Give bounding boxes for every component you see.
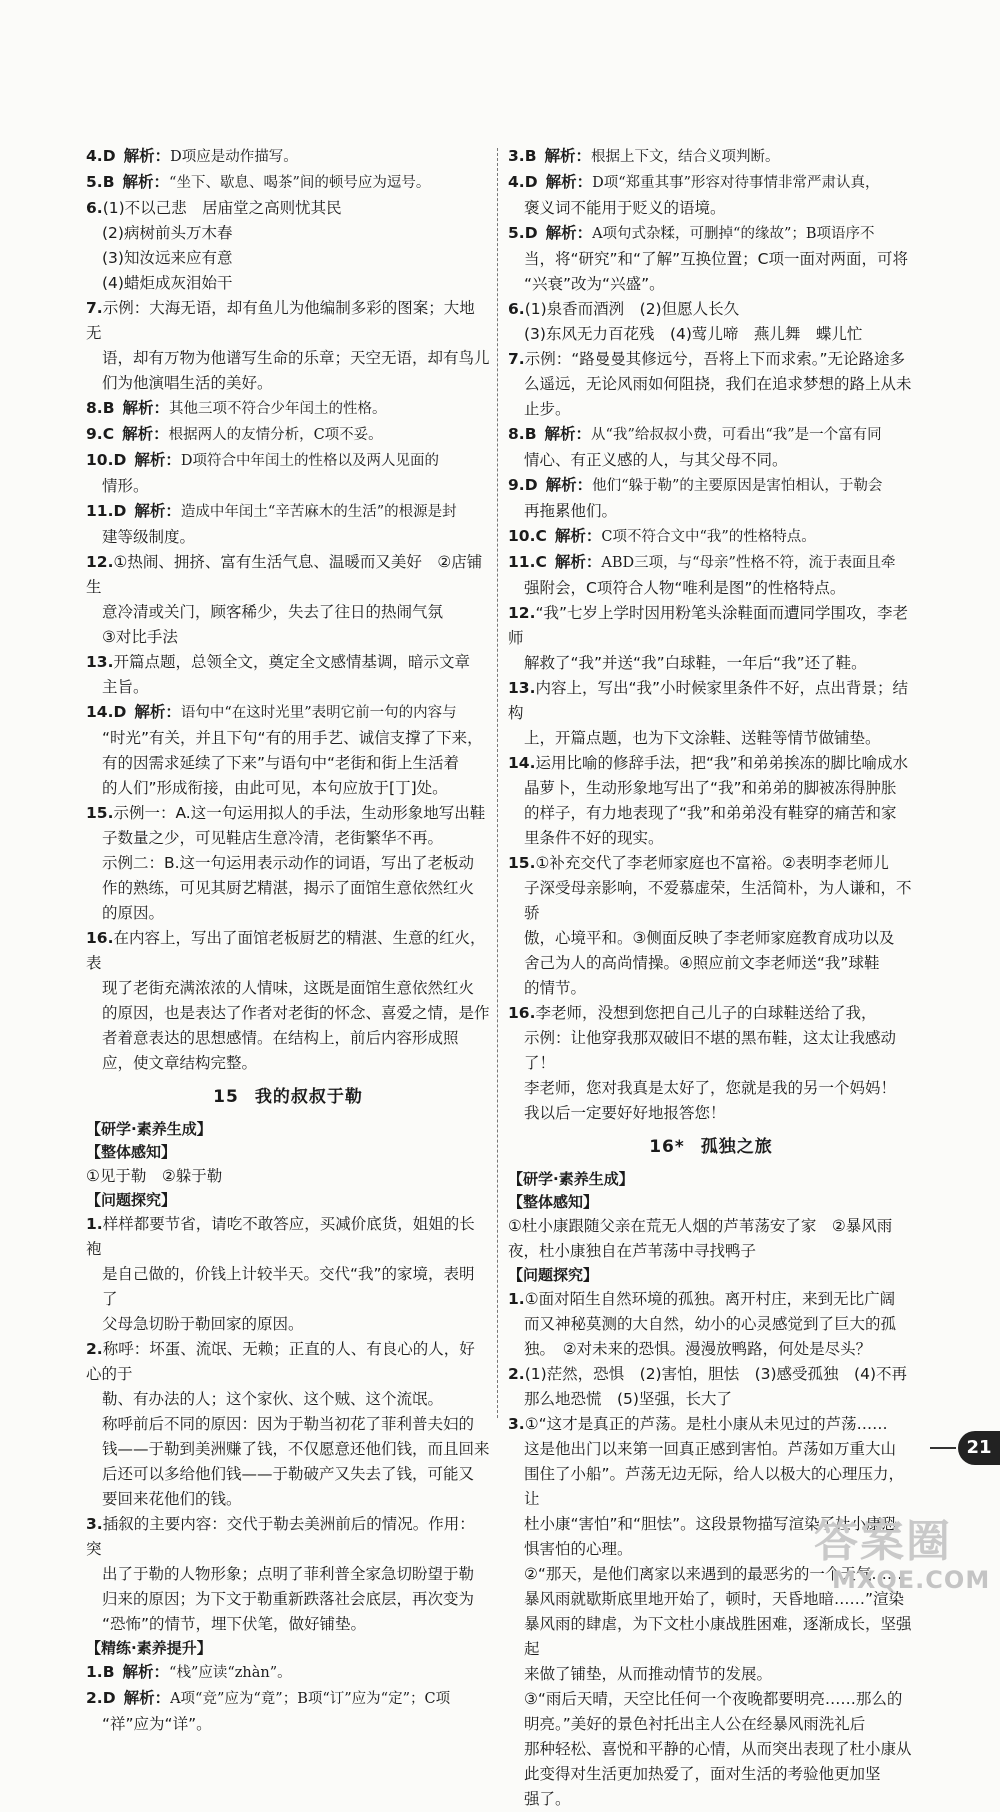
practice-5-line: 当，将“研究”和“了解”互换位置；C项一面对两面，可将 (524, 250, 908, 268)
page-number: 21 (958, 1431, 1000, 1465)
tag-inquiry: 【问题探究】 (508, 1266, 599, 1284)
answer-8: 8.B 解析：其他三项不符合少年闰土的性格。 (86, 399, 387, 417)
watermark-url: MXQE.COM (832, 1566, 991, 1594)
practice-16-line: 示例：让他穿我那双破旧不堪的黑布鞋，这太让我感动了！ (524, 1029, 897, 1072)
answer-4: 4.D 解析：D项应是动作描写。 (86, 147, 298, 165)
practice-13: 13.内容上，写出“我”小时候家里条件不好，点出背景；结构 (508, 679, 909, 722)
tag-research: 【研学·素养生成】 (508, 1170, 634, 1188)
tag-overview: 【整体感知】 (508, 1193, 599, 1211)
inquiry-3-line: 惧害怕的心理。 (524, 1540, 633, 1558)
tag-overview: 【整体感知】 (86, 1143, 177, 1161)
section-title-16: 16* 孤独之旅 (649, 1137, 773, 1157)
overview-answer: ①见于勒 ②躲于勒 (86, 1167, 223, 1185)
answer-6-line: (4)蜡炬成灰泪始干 (102, 274, 233, 292)
inquiry-2-line: 钱——于勒到美洲赚了钱，不仅愿意还他们钱，而且回来 (102, 1440, 490, 1458)
answer-12-line: ③对比手法 (102, 628, 178, 646)
practice-15-line: 的情节。 (524, 979, 587, 997)
answer-11-line: 建等级制度。 (102, 528, 196, 546)
practice-7: 7.示例：“路曼曼其修远兮，吾将上下而求索。”无论路途多 (508, 350, 905, 368)
answer-16-line: 现了老街充满浓浓的人情味，这既是面馆生意依然红火 (102, 979, 475, 997)
answer-7-line: 们为他演唱生活的美好。 (102, 374, 273, 392)
inquiry-3-line: 那种轻松、喜悦和平静的心情，从而突出表现了杜小康从 (524, 1740, 912, 1758)
practice-16-line: 李老师，您对我真是太好了，您就是我的另一个妈妈！ (524, 1079, 897, 1097)
answer-12-line: 意冷清或关门，顾客稀少，失去了往日的热闹气氛 (102, 603, 444, 621)
tag-practice: 【精练·素养提升】 (86, 1639, 212, 1657)
answer-6-line: (3)知汝远来应有意 (102, 249, 233, 267)
inquiry-2-line: 要回来花他们的钱。 (102, 1490, 242, 1508)
inquiry-1: 1.①面对陌生自然环境的孤独。离开村庄，来到无比广阔 (508, 1290, 896, 1308)
inquiry-3-line: 强了。 (524, 1790, 571, 1808)
practice-2-line: “祥”应为“详”。 (102, 1715, 212, 1733)
answer-13: 13.开篇点题，总领全文，奠定全文感情基调，暗示文章 (86, 653, 470, 671)
practice-16-line: 我以后一定要好好地报答您！ (524, 1104, 726, 1122)
column-divider (497, 148, 498, 1418)
tag-inquiry: 【问题探究】 (86, 1191, 177, 1209)
practice-4-line: 褒义词不能用于贬义的语境。 (524, 199, 726, 217)
practice-8-line: 情心、有正义感的人，与其父母不同。 (524, 451, 788, 469)
answer-6: 6.(1)不以己悲 居庙堂之高则忧其民 (86, 199, 342, 217)
answer-7-line: 语，却有万物为他谱写生命的乐章；天空无语，却有鸟儿 (102, 349, 490, 367)
practice-15-line: 傲，心境平和。③侧面反映了李老师家庭教育成功以及 (524, 929, 895, 947)
inquiry-3-line: 归来的原因；为下文于勒重新跌落社会底层，再次变为 (102, 1590, 475, 1608)
practice-7-line: 止步。 (524, 400, 571, 418)
answer-9: 9.C 解析：根据两人的友情分析，C项不妥。 (86, 425, 383, 443)
practice-4: 4.D 解析：D项“郑重其事”形容对待事情非常严肃认真， (508, 173, 880, 191)
practice-13-line: 上，开篇点题，也为下文涂鞋、送鞋等情节做铺垫。 (524, 729, 881, 747)
left-column (86, 144, 490, 1737)
answer-15: 15.示例一：A.这一句运用拟人的手法，生动形象地写出鞋 (86, 804, 486, 822)
inquiry-3: 3.①“这才是真正的芦荡。是杜小康从未见过的芦荡…… (508, 1415, 888, 1433)
answer-15-line: 示例二：B.这一句运用表示动作的词语，写出了老板动 (102, 854, 475, 872)
practice-2: 2.D 解析：A项“竞”应为“竟”；B项“订”应为“定”；C项 (86, 1689, 451, 1707)
answer-10: 10.D 解析：D项符合中年闰土的性格以及两人见面的 (86, 451, 439, 469)
answer-15-line: 作的熟练，可见其厨艺精湛，揭示了面馆生意依然红火 (102, 879, 475, 897)
practice-14-line: 里条件不好的现实。 (524, 829, 664, 847)
practice-7-line: 么遥远，无论风雨如何阻挠，我们在追求梦想的路上从未 (524, 375, 912, 393)
answer-15-line: 子数量之少，可见鞋店生意冷清，老街繁华不再。 (102, 829, 444, 847)
practice-8: 8.B 解析：从“我”给叔叔小费，可看出“我”是一个富有同 (508, 425, 882, 443)
page-number-rule (930, 1447, 956, 1449)
inquiry-3-line: 暴风雨就歇斯底里地开始了，顿时，天昏地暗……”渲染 (524, 1590, 905, 1608)
practice-6: 6.(1)泉香而酒洌 (2)但愿人长久 (508, 300, 740, 318)
inquiry-2-line: 勒、有办法的人；这个家伙、这个贼、这个流氓。 (102, 1390, 444, 1408)
inquiry-2-line: 后还可以多给他们钱——于勒破产又失去了钱，可能又 (102, 1465, 475, 1483)
answer-16-line: 的原因，也是表达了作者对老街的怀念、喜爱之情，是作 (102, 1004, 490, 1022)
inquiry-3-line: 此变得对生活更加热爱了，面对生活的考验他更加坚 (524, 1765, 881, 1783)
tag-research: 【研学·素养生成】 (86, 1120, 212, 1138)
inquiry-1: 1.样样都要节省，请吃不敢答应，买减价底货，姐姐的长袍 (86, 1215, 475, 1258)
answer-7: 7.示例：大海无语，却有鱼儿为他编制多彩的图案；大地无 (86, 299, 475, 342)
inquiry-2: 2.(1)茫然，恐惧 (2)害怕，胆怯 (3)感受孤独 (4)不再 (508, 1365, 908, 1383)
answer-16-line: 应，使文章结构完整。 (102, 1054, 258, 1072)
answer-5: 5.B 解析：“坐下、歇息、喝茶”间的顿号应为逗号。 (86, 173, 431, 191)
answer-14-line: 有的因需求延续了下来”与语句中“老街和街上生活着 (102, 754, 460, 772)
practice-10: 10.C 解析：C项不符合文中“我”的性格特点。 (508, 527, 816, 545)
answer-16-line: 者着意表达的思想感情。在结构上，前后内容形成照 (102, 1029, 459, 1047)
answer-12: 12.①热闹、拥挤、富有生活气息、温暖而又美好 ②店铺生 (86, 553, 483, 596)
practice-15-line: 舍己为人的高尚情操。④照应前文李老师送“我”球鞋 (524, 954, 880, 972)
practice-14-line: 晶萝卜，生动形象地写出了“我”和弟弟的脚被冻得肿胀 (524, 779, 897, 797)
inquiry-3-line: 这是他出门以来第一回真正感到害怕。芦荡如万重大山 (524, 1440, 897, 1458)
practice-16: 16.李老师，没想到您把自己儿子的白球鞋送给了我， (508, 1004, 877, 1022)
practice-9: 9.D 解析：他们“躲于勒”的主要原因是害怕相认，于勒会 (508, 476, 883, 494)
practice-12: 12.“我”七岁上学时因用粉笔头涂鞋面而遭同学围攻，李老师 (508, 604, 909, 647)
answer-14-line: “时光”有关，并且下句“有的用手艺、诚信支撑了下来， (102, 729, 483, 747)
inquiry-1-line: 是自己做的，价钱上计较半天。交代“我”的家境，表明了 (102, 1265, 475, 1308)
answer-14-line: 的人们”形成衔接，由此可见，本句应放于[丁]处。 (102, 779, 448, 797)
inquiry-3-line: 来做了铺垫，从而推动情节的发展。 (524, 1665, 773, 1683)
inquiry-3-line: 出了于勒的人物形象；点明了菲利普全家急切盼望于勒 (102, 1565, 475, 1583)
answer-11: 11.D 解析：造成中年闰土“辛苦麻木的生活”的根源是封 (86, 502, 457, 520)
practice-3: 3.B 解析：根据上下文，结合义项判断。 (508, 147, 780, 165)
practice-5-line: “兴衰”改为“兴盛”。 (524, 275, 665, 293)
answer-16: 16.在内容上，写出了面馆老板厨艺的精湛、生意的红火，表 (86, 929, 486, 972)
inquiry-3: 3.插叙的主要内容：交代于勒去美洲前后的情况。作用：突 (86, 1515, 475, 1558)
answer-10-line: 情形。 (102, 477, 149, 495)
answer-13-line: 主旨。 (102, 678, 149, 696)
answer-14: 14.D 解析：语句中“在这时光里”表明它前一句的内容与 (86, 703, 457, 721)
practice-15-line: 子深受母亲影响，不爱慕虚荣，生活简朴，为人谦和，不骄 (524, 879, 912, 922)
inquiry-2-line: 称呼前后不同的原因：因为于勒当初花了菲利普夫妇的 (102, 1415, 475, 1433)
inquiry-3-line: ②“那天，是他们离家以来遇到的最恶劣的一个天气…… (524, 1565, 903, 1583)
inquiry-3-line: ③“雨后天晴，天空比任何一个夜晚都要明亮……那么的 (524, 1690, 903, 1708)
practice-5: 5.D 解析：A项句式杂糅，可删掉“的缘故”；B项语序不 (508, 224, 875, 242)
inquiry-1-line: 父母急切盼于勒回家的原因。 (102, 1315, 304, 1333)
practice-15: 15.①补充交代了李老师家庭也不富裕。②表明李老师儿 (508, 854, 889, 872)
practice-12-line: 解救了“我”并送“我”白球鞋，一年后“我”还了鞋。 (524, 654, 867, 672)
practice-9-line: 再拖累他们。 (524, 502, 618, 520)
inquiry-1-line: 而又神秘莫测的大自然，幼小的心灵感觉到了巨大的孤 (524, 1315, 897, 1333)
practice-6-line: (3)东风无力百花残 (4)莺儿啼 燕儿舞 蝶儿忙 (524, 325, 863, 343)
inquiry-3-line: 围住了小船”。芦荡无边无际，给人以极大的心理压力，让 (524, 1465, 905, 1508)
inquiry-2-line: 那么地恐慌 (5)坚强，长大了 (524, 1390, 732, 1408)
watermark-logo: 答案圈 (814, 1516, 952, 1567)
practice-11-line: 强附会，C项符合人物“唯利是图”的性格特点。 (524, 579, 846, 597)
inquiry-3-line: 杜小康“害怕”和“胆怯”。这段景物描写渲染了杜小康恐 (524, 1515, 898, 1533)
practice-1: 1.B 解析：“栈”应读“zhàn”。 (86, 1663, 292, 1681)
practice-11: 11.C 解析：ABD三项，与“母亲”性格不符，流于表面且牵 (508, 553, 896, 571)
inquiry-1-line: 独。 ②对未来的恐惧。漫漫放鸭路，何处是尽头？ (524, 1340, 872, 1358)
practice-14: 14.运用比喻的修辞手法，把“我”和弟弟挨冻的脚比喻成水 (508, 754, 909, 772)
practice-14-line: 的样子，有力地表现了“我”和弟弟没有鞋穿的痛苦和家 (524, 804, 897, 822)
inquiry-2: 2.称呼：坏蛋、流氓、无赖；正直的人、有良心的人，好心的于 (86, 1340, 475, 1383)
answer-6-line: (2)病树前头万木春 (102, 224, 233, 242)
inquiry-3-line: “恐怖”的情节，埋下伏笔，做好铺垫。 (102, 1615, 367, 1633)
answer-15-line: 的原因。 (102, 904, 165, 922)
inquiry-3-line: 暴风雨的肆虐，为下文杜小康战胜困难，逐渐成长，坚强起 (524, 1615, 912, 1658)
inquiry-3-line: 明亮。”美好的景色衬托出主人公在经暴风雨洗礼后 (524, 1715, 866, 1733)
overview-answer-line: 夜，杜小康独自在芦苇荡中寻找鸭子 (508, 1242, 757, 1260)
overview-answer: ①杜小康跟随父亲在荒无人烟的芦苇荡安了家 ②暴风雨 (508, 1217, 893, 1235)
section-title-15: 15 我的叔叔于勒 (213, 1087, 363, 1107)
